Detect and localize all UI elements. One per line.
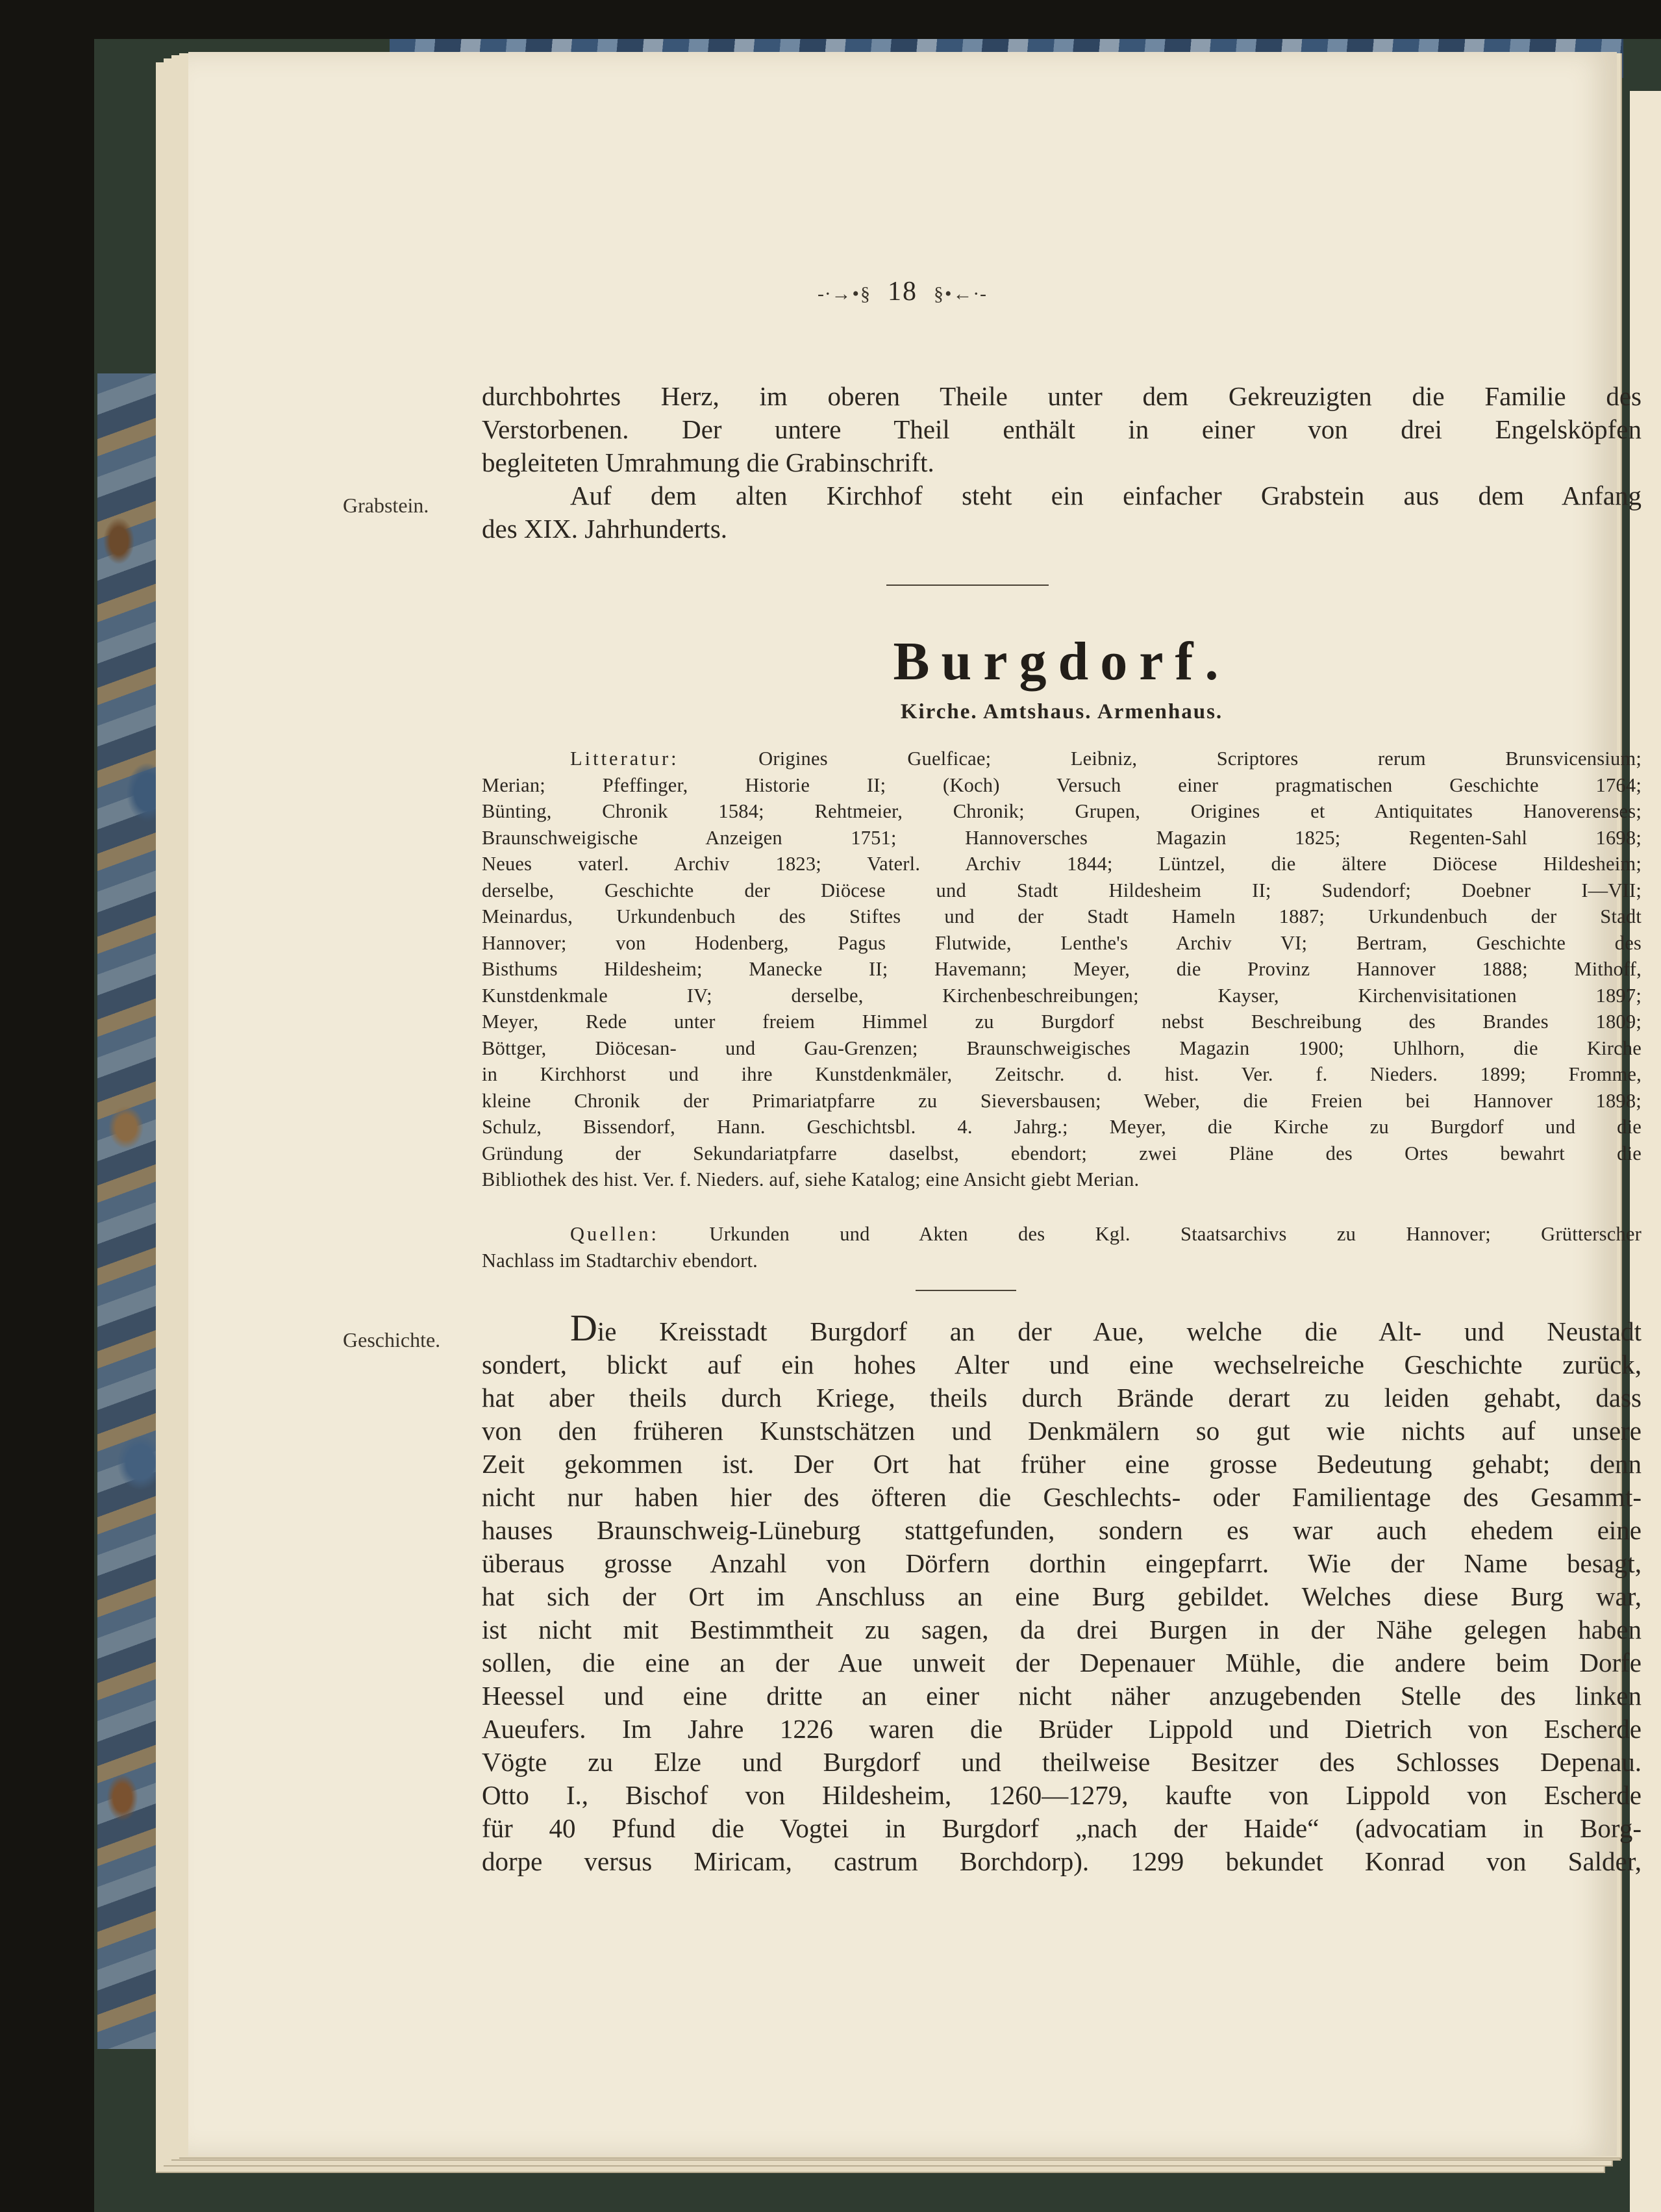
text-line: derselbe, Geschichte der Diöcese und Stadt Hildesheim II; Sudendorf; Doebner I—VII; bbox=[482, 879, 1642, 901]
text-line: in Kirchhorst und ihre Kunstdenkmäler, Zeitschr. d. hist. Ver. f. Nieders. 1899; Fromme, bbox=[482, 1063, 1642, 1085]
text-line: Heessel und eine dritte an einer nicht näher anzugebenden Stelle des linken bbox=[482, 1681, 1642, 1711]
section-divider bbox=[916, 1290, 1016, 1291]
text-line: von den früheren Kunstschätzen und Denkmälern so gut wie nichts auf unsere bbox=[482, 1416, 1642, 1446]
text-line: überaus grosse Anzahl von Dörfern dorthin eingepfarrt. Wie der Name besagt, bbox=[482, 1548, 1642, 1578]
ornament-right: §•←∙- bbox=[934, 283, 988, 305]
text-line: Otto I., Bischof von Hildesheim, 1260—1279, kaufte von Lippold von Escherde bbox=[482, 1780, 1642, 1810]
text-line: für 40 Pfund die Vogtei in Burgdorf „nach der Haide“ (advocatiam in Borg- bbox=[482, 1813, 1642, 1843]
geschichte-first-line: ie Kreisstadt Burgdorf an der Aue, welche die Alt- und Neustadt bbox=[597, 1316, 1642, 1346]
text-line: Merian; Pfeffinger, Historie II; (Koch) Versuch einer pragmatischen Geschichte 1764; bbox=[482, 773, 1642, 796]
page-header bbox=[188, 276, 1617, 307]
quellen-first-line: Urkunden und Akten des Kgl. Staatsarchivs zu Hannover; Grütterscher bbox=[709, 1223, 1642, 1245]
text-line: Bisthums Hildesheim; Manecke II; Havemann; Meyer, die Provinz Hannover 1888; Mithoff, bbox=[482, 958, 1642, 980]
geschichte-paragraph bbox=[482, 1307, 1642, 1878]
section-subheading: Kirche. Amtshaus. Armenhaus. bbox=[900, 700, 1223, 723]
text-line: Böttger, Diöcesan- und Gau-Grenzen; Braunschweigisches Magazin 1900; Uhlhorn, die Kirche bbox=[482, 1037, 1642, 1059]
book-page bbox=[188, 52, 1642, 2156]
text-line: dorpe versus Miricam, castrum Borchdorp). 1299 bekundet Konrad von Salder, bbox=[482, 1846, 1642, 1876]
text-line: sondert, blickt auf ein hohes Alter und eine wechselreiche Geschichte zurück, bbox=[482, 1350, 1642, 1379]
quellen-label: Quellen: bbox=[570, 1223, 660, 1245]
text-line: Verstorbenen. Der untere Theil enthält in einer von drei Engelsköpfen bbox=[482, 414, 1642, 444]
section-heading: Burgdorf. bbox=[893, 631, 1230, 692]
text-line: kleine Chronik der Primariatpfarre zu Sieversbausen; Weber, die Freien bei Hannover 1898; bbox=[482, 1089, 1642, 1112]
top-paragraph bbox=[482, 380, 1642, 479]
text-line: Auf dem alten Kirchhof steht ein einfacher Grabstein aus dem Anfang bbox=[570, 481, 1642, 510]
text-line: Nachlass im Stadtarchiv ebendort. bbox=[482, 1249, 758, 1272]
text-line: nicht nur haben hier des öfteren die Geschlechts- oder Familientage des Gesammt- bbox=[482, 1482, 1642, 1512]
text-line: hat aber theils durch Kriege, theils durch Brände derart zu leiden gehabt, dass bbox=[482, 1383, 1642, 1413]
text-line: Zeit gekommen ist. Der Ort hat früher eine grosse Bedeutung gehabt; denn bbox=[482, 1449, 1642, 1479]
text-line: Kunstdenkmale IV; derselbe, Kirchenbeschreibungen; Kayser, Kirchenvisitationen 1897; bbox=[482, 984, 1642, 1007]
text-line: des XIX. Jahrhunderts. bbox=[482, 514, 728, 544]
text-line: ist nicht mit Bestimmtheit zu sagen, da drei Burgen in der Nähe gelegen haben bbox=[482, 1615, 1642, 1644]
text-line: Vögte zu Elze und Burgdorf und theilweise Besitzer des Schlosses Depenau. bbox=[482, 1747, 1642, 1777]
text-line: sollen, die eine an der Aue unweit der Depenauer Mühle, die andere beim Dorfe bbox=[482, 1648, 1642, 1678]
litteratur-paragraph bbox=[482, 746, 1642, 1193]
text-line: Gründung der Sekundariatpfarre daselbst, ebendort; zwei Pläne des Ortes bewahrt die bbox=[482, 1142, 1642, 1164]
text-line: durchbohrtes Herz, im oberen Theile unter dem Gekreuzigten die Familie des bbox=[482, 381, 1642, 411]
grabstein-paragraph bbox=[482, 479, 1642, 546]
page-number: 18 bbox=[888, 277, 918, 307]
text-line: Hannover; von Hodenberg, Pagus Flutwide, Lenthe's Archiv VI; Bertram, Geschichte des bbox=[482, 931, 1642, 954]
text-line: begleiteten Umrahmung die Grabinschrift. bbox=[482, 447, 934, 477]
text-line: hat sich der Ort im Anschluss an eine Burg gebildet. Welches diese Burg war, bbox=[482, 1581, 1642, 1611]
text-line: Bibliothek des hist. Ver. f. Nieders. auf, siehe Katalog; eine Ansicht giebt Merian. bbox=[482, 1168, 1140, 1190]
litteratur-first-line: Origines Guelficae; Leibniz, Scriptores rerum Brunsvicensium; bbox=[758, 748, 1642, 770]
text-line: Schulz, Bissendorf, Hann. Geschichtsbl. 4. Jahrg.; Meyer, die Kirche zu Burgdorf und die bbox=[482, 1116, 1642, 1138]
text-line: hauses Braunschweig-Lüneburg stattgefunden, sondern es war auch ehedem eine bbox=[482, 1515, 1642, 1545]
section-divider bbox=[886, 584, 1049, 586]
text-line: Braunschweigische Anzeigen 1751; Hannoversches Magazin 1825; Regenten-Sahl 1698; bbox=[482, 826, 1642, 849]
text-line: Bünting, Chronik 1584; Rehtmeier, Chronik; Grupen, Origines et Antiquitates Hanoverenses; bbox=[482, 800, 1642, 822]
ornament-left: -∙→•§ bbox=[818, 283, 871, 305]
drop-cap: D bbox=[570, 1307, 597, 1349]
text-line bbox=[482, 1221, 1642, 1248]
margin-note-grabstein: Grabstein. bbox=[343, 494, 429, 517]
text-line: Meyer, Rede unter freiem Himmel zu Burgdorf nebst Beschreibung des Brandes 1809; bbox=[482, 1011, 1642, 1033]
litteratur-label: Litteratur: bbox=[570, 748, 679, 770]
text-line: Aueufers. Im Jahre 1226 waren die Brüder Lippold und Dietrich von Escherde bbox=[482, 1714, 1642, 1744]
text-line: Meinardus, Urkundenbuch des Stiftes und der Stadt Hameln 1887; Urkundenbuch der Stadt bbox=[482, 905, 1642, 927]
text-line bbox=[482, 746, 1642, 772]
quellen-paragraph bbox=[482, 1221, 1642, 1274]
margin-note-geschichte: Geschichte. bbox=[343, 1328, 441, 1351]
text-line bbox=[482, 1307, 1642, 1349]
text-line: Neues vaterl. Archiv 1823; Vaterl. Archiv 1844; Lüntzel, die ältere Diöcese Hildesheim; bbox=[482, 853, 1642, 875]
